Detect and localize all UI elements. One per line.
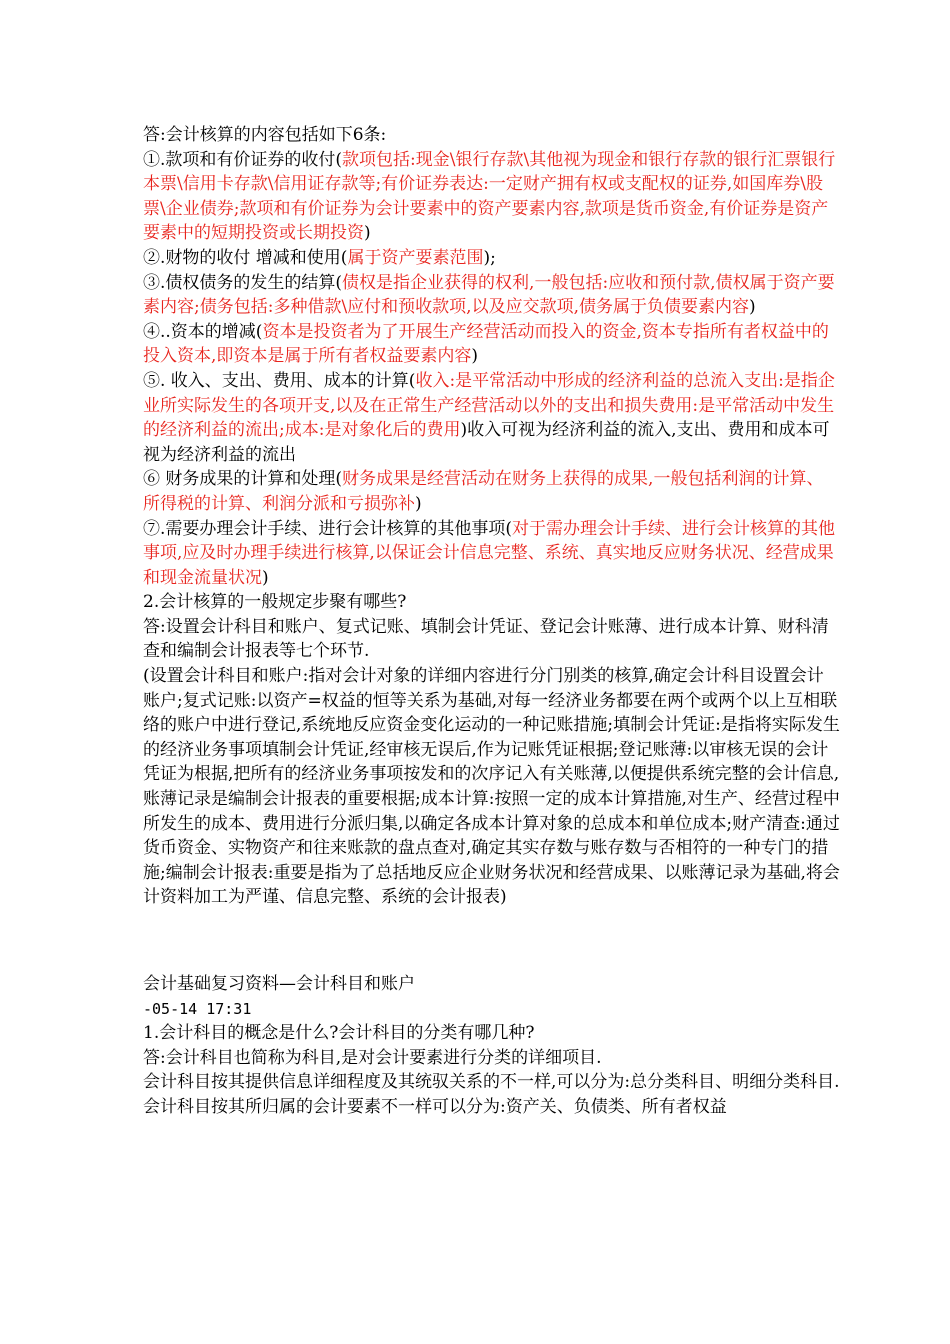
- section-gap: [143, 910, 840, 972]
- list-item: ⑦.需要办理会计手续、进行会计核算的其他事项(对于需办理会计手续、进行会计核算的其他事项,应及时办理手续进行核算,以保证会计信息完整、系统、真实地反应财务状况、经营成果和现金流量状况): [143, 518, 836, 588]
- highlight-text: 收入:是平常活动中形成的经济利益的总流入支出:是指企业所实际发生的各项开支,以及在正常生产经营活动以外的支出和损失费用:是平常活动中发生的经济利益的流出;成本:是对象化后的费用: [143, 370, 835, 441]
- highlight-text: 对于需办理会计手续、进行会计核算的其他事项,应及时办理手续进行核算,以保证会计信息完整、系统、真实地反应财务状况、经营成果和现金流量状况: [143, 518, 836, 588]
- answer-1: 答:会计科目也简称为科目,是对会计要素进行分类的详细项目.: [143, 1047, 602, 1068]
- list-item: ⑥ 财务成果的计算和处理(财务成果是经营活动在财务上获得的成果,一般包括利润的计算、所得税的计算、利润分派和亏损弥补): [143, 469, 824, 514]
- list-item: ①.款项和有价证券的收付(款项包括:现金\银行存款\其他视为现金和银行存款的银行汇票银行本票\信用卡存款\信用证存款等;有价证券表达:一定财产拥有权或支配权的证券,如国库券\股票\企业债券;款项和有价证券为会计要素中的资产要素内容,款项是货币资金,有价证券是资产要素中的短期投资或长期投资): [143, 149, 836, 244]
- highlight-text: 债权是指企业获得的权利,一般包括:应收和预付款,债权属于资产要素内容;债务包括:多种借款\应付和预收款项,以及应交款项,债务属于负债要素内容: [143, 272, 835, 318]
- answer-intro: 答:会计核算的内容包括如下6条:: [143, 125, 387, 145]
- explanation-2: (设置会计科目和账户:指对会计对象的详细内容进行分门别类的核算,确定会计科目设置会计账户;复式记账:以资产=权益的恒等关系为基础,对每一经济业务都要在两个或两个以上互相联络的账户中进行登记,系统地反应资金变化运动的一种记账措施;填制会计凭证:是指将实际发生的经济业务事项填制会计凭证,经审核无误后,作为记账凭证根据;登记账薄:以审核无误的会计凭证为根据,把所有的经济业务事项按发和的次序记入有关账薄,以便提供系统完整的会计信息,账薄记录是编制会计报表的重要根据;成本计算:按照一定的成本计算措施,对生产、经营过程中所发生的成本、费用进行分派归集,以确定各成本计算对象的总成本和单位成本;财产清查:通过货币资金、实物资产和往来账款的盘点查对,确定其实存数与账存数与否相符的一种专门的措施;编制会计报表:重要是指为了总括地反应企业财务状况和经营成果、以账薄记录为基础,将会计资料加工为严谨、信息完整、系统的会计报表): [143, 666, 840, 908]
- question-2: 2.会计核算的一般规定步聚有哪些?: [143, 592, 407, 613]
- highlight-text: 款项包括:现金\银行存款\其他视为现金和银行存款的银行汇票银行本票\信用卡存款\信用证存款等;有价证券表达:一定财产拥有权或支配权的证券,如国库券\股票\企业债券;款项和有价证券为会计要素中的资产要素内容,款项是货币资金,有价证券是资产要素中的短期投资或长期投资: [143, 149, 836, 244]
- classification-line: 会计科目按其提供信息详细程度及其统驭关系的不一样,可以分为:总分类科目、明细分类科目.: [143, 1072, 840, 1093]
- highlight-text: 资本是投资者为了开展生产经营活动而投入的资金,资本专指所有者权益中的投入资本,即资本是属于所有者权益要素内容: [143, 321, 829, 367]
- question-1: 1.会计科目的概念是什么?会计科目的分类有哪几种?: [143, 1023, 535, 1044]
- list-item: ④..资本的增减(资本是投资者为了开展生产经营活动而投入的资金,资本专指所有者权益中的投入资本,即资本是属于所有者权益要素内容): [143, 321, 829, 367]
- post-timestamp: -05-14 17:31: [143, 999, 252, 1018]
- list-item: ③.债权债务的发生的结算(债权是指企业获得的权利,一般包括:应收和预付款,债权属于资产要素内容;债务包括:多种借款\应付和预收款项,以及应交款项,债务属于负债要素内容): [143, 272, 835, 318]
- list-item: ②.财物的收付 增减和使用(属于资产要素范围);: [143, 247, 496, 268]
- classification-line: 会计科目按其所归属的会计要素不一样可以分为:资产关、负债类、所有者权益: [143, 1096, 727, 1117]
- highlight-text: 属于资产要素范围: [347, 247, 484, 268]
- section-title: 会计基础复习资料—会计科目和账户: [143, 974, 415, 994]
- highlight-text: 财务成果是经营活动在财务上获得的成果,一般包括利润的计算、所得税的计算、利润分派和亏损弥补: [143, 469, 824, 514]
- answer-2: 答:设置会计科目和账户、复式记账、填制会计凭证、登记会计账薄、进行成本计算、财科清查和编制会计报表等七个环节.: [143, 616, 829, 662]
- list-item: ⑤. 收入、支出、费用、成本的计算(收入:是平常活动中形成的经济利益的总流入支出:是指企业所实际发生的各项开支,以及在正常生产经营活动以外的支出和损失费用:是平常活动中发生的经济利益的流出;成本:是对象化后的费用)收入可视为经济利益的流入,支出、费用和成本可视为经济利益的流出: [143, 370, 835, 465]
